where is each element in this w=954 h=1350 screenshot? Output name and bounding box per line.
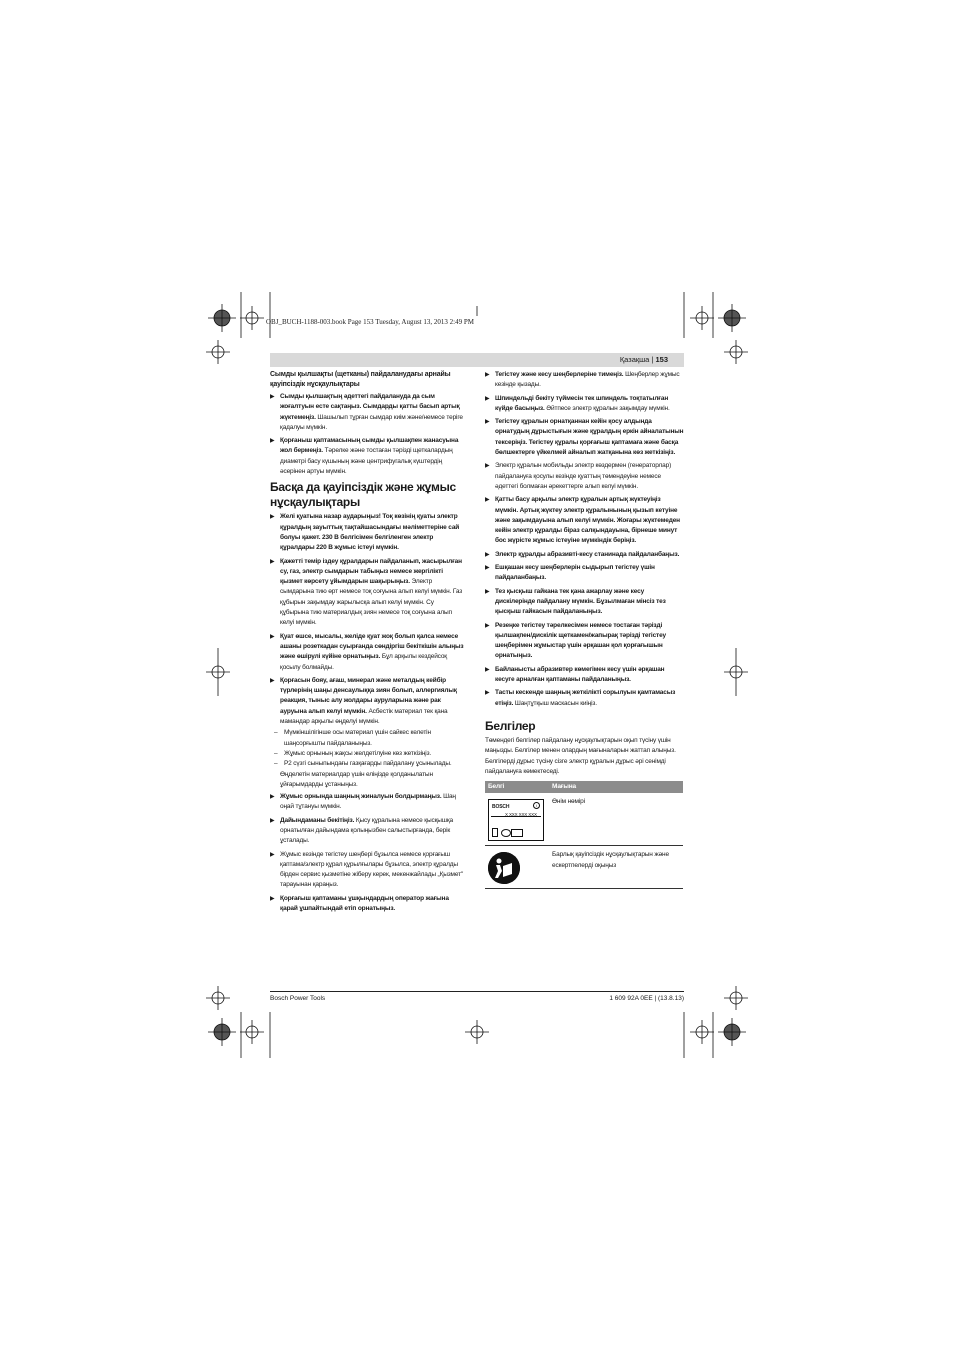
table-header-row	[485, 781, 683, 793]
footer-rule	[270, 991, 684, 992]
dash-note: Өңделетін материалдар үшін еліңізде қолданылатын ұйғарымдарды ұстаныңыз.	[280, 770, 433, 788]
list-item: ▶ Қатты басу арқылы электр құралын артық жүктеуіңіз мүмкін. Артық жүктеу электр құралынының қызып кетуіне және зақымдауына алып келуі мүмкін. Жоғары жүктемеден кейін электр құралды біраз салқындауына, бірнеше минут бос жүрісте жұмыс істеуіне мүмкіндік беріңіз.	[485, 496, 680, 545]
list-item: ▶ Байланысты абразивтер көмегімен кесу үшін әрқашан кесуге арналған қаптаманы пайдаланыңыз.	[485, 665, 665, 684]
bullet-icon: ▶	[270, 438, 275, 445]
bullet-icon: ▶	[270, 394, 275, 400]
bullet-icon: ▶	[485, 588, 490, 595]
list-item: ▶ Электр құралды абразивті-кесу станинада пайдаланбаңыз.	[485, 550, 684, 560]
table-row	[485, 793, 683, 846]
list-item: ▶ Желі қуатына назар аударыңыз! Тоқ көзінің қуаты электр құралдың зауыттық тақтайшасындағы мәліметтеріне сай болуы қажет. 230 В белгісімен белгіленген электр құралдары 220 В жұмыс істеуі мүмкін.	[270, 513, 460, 552]
bullet-icon: ▶	[270, 677, 275, 684]
print-info-line: OBJ_BUCH-1188-003.book Page 153 Tuesday, August 13, 2013 2:49 PM	[266, 318, 474, 326]
table-row	[485, 846, 683, 889]
other-safety-heading: Басқа да қауіпсіздік және жұмыс нұсқаулықтары	[270, 480, 456, 510]
list-item: ▶ Тасты кескенде шаңның жеткілікті сорылуын қамтамасыз етіңіз. Шаңтұтқыш маскасын киіңіз.	[485, 689, 676, 707]
list-item: ▶ Қуат өшсе, мысалы, желіде қуат жоқ болып қалса немесе ашаны розеткадан суырғанда сөндіргіш бекіткішін алыңыз және өшірулі күйіне орнатыңыз. Бұл арқылы кездейсоқ қосылу болмайды.	[270, 632, 464, 671]
dash-item: – P2 сүзгі сыныпындағы газқағарды пайдалану ұсынылады.	[274, 760, 452, 768]
page-header: Қазақша | 153	[619, 355, 668, 364]
list-item: ▶ Тегістеу және кесу шеңберлеріне тимеңіз. Шеңберлер жұмыс кезінде қызады.	[485, 371, 680, 389]
symbol-meaning: Өнім нөмірі	[549, 793, 683, 846]
list-item: ▶ Дайындаманы бекітіңіз. Қысу құралына немесе қысқышқа орнатылған дайындама қолыңызбен салыстырғанда, берік ұсталады.	[270, 816, 454, 845]
list-item: ▶ Қорғағыш қаптаманы ұшқындардың оператор жағына қарай ұшпайтындай етіп орнатыңыз.	[270, 894, 449, 913]
footer-right: 1 609 92A 0EE | (13.8.13)	[609, 995, 684, 1002]
list-item: ▶ Шпиндельді бекіту түймесін тек шпиндель тоқтатылған күйде басыңыз. Әйтпесе электр құралын зақымдау мүмкін.	[485, 394, 670, 412]
bullet-icon: ▶	[270, 794, 275, 801]
bullet-icon: ▶	[485, 395, 490, 402]
bullet-icon: ▶	[270, 633, 275, 640]
section-name: Қазақша	[619, 355, 650, 364]
read-manual-icon	[488, 852, 520, 884]
bullet-icon: ▶	[485, 565, 490, 572]
list-item: ▶ Резеңке тегістеу тәрелкесімен немесе тостаған тәрізді қылшақпен/дискілік щеткамен/жапырақ тәрізді тегістеу шеңберімен жұмыстар үшін әрқашан қол қорғағышын орнатыңыз.	[485, 621, 666, 660]
bullet-icon: ▶	[485, 463, 490, 470]
list-item: ▶ Ешқашан кесу шеңберлерін сыдырып тегістеу үшін пайдаланбаңыз.	[485, 564, 655, 582]
list-item: ▶ Жұмыс орнында шаңның жиналуын болдырмаңыз. Шаң оңай тұтануы мүмкін.	[270, 793, 456, 811]
symbols-heading: Белгілер	[485, 718, 536, 733]
list-item: ▶ Қажетті темір іздеу құралдарын пайдаланып, жасырылған су, газ, электр сымдарын табыңыз немесе жергілікті қызмет көрсету ұйымдарын шақырыңыз. Электр сымдарына тию өрт немесе тоқ соғуына алып келуі мүмкін. Газ құбырын зақымдау жарылысқа алып келуі мүмкін. Су құбырына тию материалдық зиян немесе тоқ соғуына алып келуі мүмкін.	[270, 557, 463, 627]
left-column	[270, 370, 464, 917]
bullet-icon: ▶	[485, 551, 490, 558]
bullet-icon: ▶	[270, 558, 275, 565]
bullet-icon: ▶	[485, 666, 490, 673]
dash-item: – Жұмыс орнының жақсы желдетілуіне көз жеткізіңіз.	[274, 749, 432, 757]
symbol-meaning: Барлық қауіпсіздік нұсқаулықтарын және ескертпелерді оқыңыз	[549, 846, 683, 889]
col-meaning-header: Мағына	[549, 781, 683, 793]
wire-brush-heading: Сымды қылшақты (щетканы) пайдаланудағы арнайы қауіпсіздік нұсқаулықтары	[270, 371, 451, 388]
bullet-icon: ▶	[485, 372, 490, 378]
symbols-table	[485, 781, 683, 889]
dash-item: – Мүмкіншілігінше осы материал үшін сайкес келетін шаңсорғышты пайдаланыңыз.	[274, 729, 431, 747]
nameplate-icon: BOSCH i X XXX XXX XXX	[488, 799, 544, 841]
footer-left: Bosch Power Tools	[270, 995, 326, 1002]
bullet-icon: ▶	[485, 622, 490, 629]
right-column	[485, 370, 684, 889]
list-item: ▶ Тегістеу құралын орнатқаннан кейін қосу алдында орнатудың дұрыстығын және құралдың еркін айналатынын тексеріңіз. Тегістеу құралы қорғағыш қаптамаға және басқа бөлшектерге үйкелмей айналып жатқанына көз жеткізіңіз.	[485, 418, 684, 457]
list-item: ▶ Қорғаныш қаптамасының сымды қылшақпен жанасуына жол бермеңіз. Тәрелке және тостаған тәрізді щеткалардың диаметрі басу күшының және центрифугалық күштердің әсерінен артуы мүмкін.	[270, 437, 459, 476]
list-item: ▶ Тез қысқыш гайкана тек қана ажарлау және кесу дискілерінде пайдалану мүмкін. Бұзылмаған мінсіз тез қысқыш гайкасын пайдаланыңыз.	[485, 587, 666, 616]
col-symbol-header: Белгі	[485, 781, 549, 793]
list-item: ▶ Жұмыс кезінде тегістеу шеңбері бұзылса немесе қорғағыш қаптама/электр құрал құрылғылары бұзылса, электр құралды бірден сервис қызметіне жіберу керек, мекенжайлады „Қызмет" тарауынан қараңыз.	[270, 850, 464, 889]
symbols-intro: Төмендегі белгілер пайдалану нұсқаулықтарын оқып түсіну үшін маңызды. Белгілер менен олардың мағыналарын жаттап алыңыз. Белгілерді дұрыс түсіну сізге электр құралын дұрыс әрі сенімді пайдалануға көмектеседі.	[485, 736, 676, 775]
bullet-icon: ▶	[270, 851, 275, 858]
bullet-icon: ▶	[270, 817, 275, 824]
bullet-icon: ▶	[485, 497, 490, 504]
list-item: ▶ Қорғасын бояу, ағаш, минерал және металдың кейбір түрлерінің шаңы денсаулыққа зиян болып, аллергиялық реакция, тыныс алу жолдары ауруларына және рак ауруына алып келуі мүмкін. Асбестік материал тек қана мамандар арқылы өңделуі мүмкін.	[270, 676, 457, 726]
bullet-icon: ▶	[270, 895, 275, 902]
list-item: ▶ Электр құралын мобильды электр көздермен (генераторлар) пайдалануға қосулы кезінде қуаттың төмендеуіне немесе әдеттегі болмаған әрекеттерге алып келуі мүмкін.	[485, 462, 672, 490]
bullet-icon: ▶	[485, 419, 490, 426]
bullet-icon: ▶	[270, 514, 275, 521]
bullet-icon: ▶	[485, 690, 490, 697]
page-number: 153	[655, 355, 668, 364]
list-item: ▶ Сымды қылшақтың әдеттегі пайдалануда да сым жоғалтуын есте сақтаңыз. Сымдарды қатты басып артық жүктемеңіз. Шашылып тұрған сымдар киім және/немесе теріге қадалуы мүмкін.	[270, 393, 463, 431]
